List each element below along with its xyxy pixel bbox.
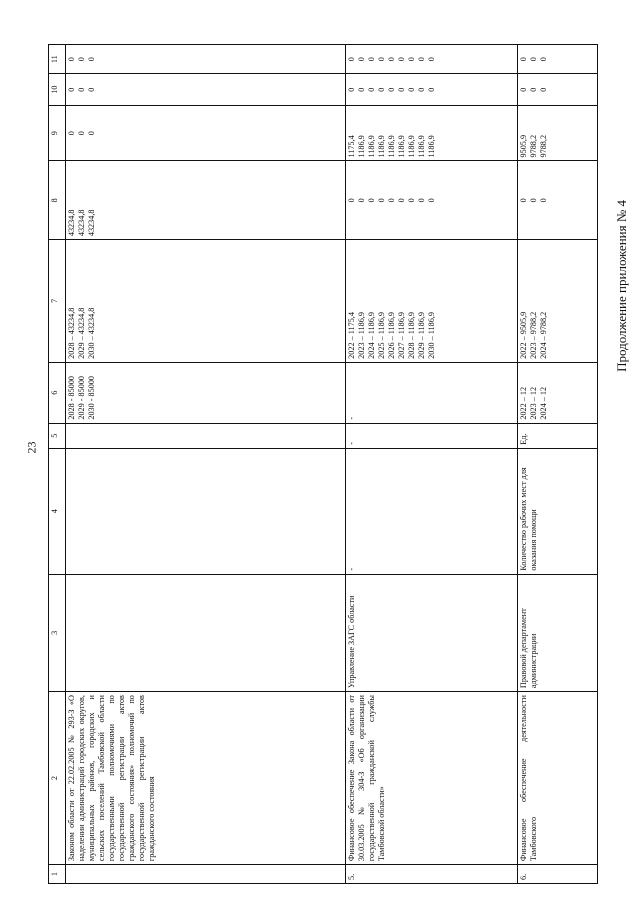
value-line: 0 (539, 57, 548, 62)
value-line: 0 (367, 87, 376, 92)
value-line: 1186,9 (367, 135, 376, 158)
cell-target-values (66, 362, 346, 423)
value-line: 0 (357, 198, 366, 203)
cell-description: Финансовое обеспечение деятельности Тамбовского (518, 692, 598, 865)
value-line: 0 (67, 57, 76, 62)
value-line: 0 (377, 87, 386, 92)
cell-description: Финансовое обеспечение Закона области от 30.03.2005 № 304-З «Об организации государственной гражданской службы Тамбовской области» (346, 692, 518, 865)
value-line: 0 (67, 131, 76, 136)
value-line: 1186,9 (357, 135, 366, 158)
value-line: 9788,2 (539, 134, 548, 158)
value-line: 43234,8 (87, 209, 96, 237)
value-line: 1186,9 (407, 135, 416, 158)
value-line: 0 (77, 87, 86, 92)
value-line: 2022 – 9505,9 (519, 311, 528, 359)
value-line: 2022 – 1175,4 (347, 312, 356, 359)
value-line: 2026 – 1186,9 (387, 312, 396, 359)
cell-regional (518, 105, 598, 161)
value-line: 2030 – 43234,8 (87, 307, 96, 359)
cell-indicator: Количество рабочих мест для оказания помощи (518, 448, 598, 574)
value-line: 0 (397, 87, 406, 92)
cell-unit: - (346, 423, 518, 448)
value-line: 2030 - 85000 (87, 375, 96, 420)
value-line: 43234,8 (77, 209, 86, 237)
cell-executor: Правовой департамент администрации (518, 574, 598, 691)
cell-federal (66, 161, 346, 240)
value-line: 0 (539, 198, 548, 203)
appendix-caption: Продолжение приложения № 4 (614, 200, 629, 372)
value-line: 0 (87, 131, 96, 136)
cell-local (346, 74, 518, 105)
value-line: 43234,8 (67, 209, 76, 237)
value-line: 1186,9 (417, 135, 426, 158)
value-line: 2024 – 12 (539, 386, 548, 420)
value-line: 1175,4 (347, 135, 356, 158)
value-line: 0 (519, 57, 528, 62)
cell-federal (518, 161, 598, 240)
cell-unit (66, 423, 346, 448)
row-5 (346, 45, 518, 884)
value-line: 2028 – 1186,9 (407, 312, 416, 359)
cell-other (66, 45, 346, 74)
header-cell: 6 (49, 362, 66, 423)
cell-other (518, 45, 598, 74)
value-line: 0 (377, 57, 386, 62)
cell-executor (66, 574, 346, 691)
value-line: 0 (519, 198, 528, 203)
cell-regional (66, 105, 346, 161)
value-line: 9505,9 (519, 134, 528, 158)
value-line: 0 (427, 57, 436, 62)
cell-executor (346, 574, 518, 691)
value-line: 0 (87, 87, 96, 92)
cell-target-values: - (346, 362, 518, 423)
cell-regional (346, 105, 518, 161)
value-line: 2024 – 1186,9 (367, 312, 376, 359)
value-line: 0 (529, 57, 538, 62)
program-table (48, 44, 598, 884)
value-line: 0 (427, 87, 436, 92)
value-line: 0 (417, 198, 426, 203)
header-cell: 4 (49, 448, 66, 574)
cell-unit: Ед. (518, 423, 598, 448)
value-line: 2028 – 43234,8 (67, 307, 76, 359)
continued-row (66, 45, 346, 884)
header-cell: 5 (49, 423, 66, 448)
header-cell: 9 (49, 105, 66, 161)
header-cell: 11 (49, 45, 66, 74)
value-line: 2023 – 1186,9 (357, 312, 366, 359)
value-line: 2022 – 12 (519, 386, 528, 420)
value-line: 0 (377, 198, 386, 203)
rotated-table-wrapper (48, 44, 608, 884)
value-line: 2023 – 9788,2 (529, 311, 538, 359)
cell-number: 6. (518, 865, 598, 884)
value-line: 0 (77, 57, 86, 62)
value-line: 0 (387, 57, 396, 62)
header-cell: 1 (49, 865, 66, 884)
value-line: 0 (519, 87, 528, 92)
row-6 (518, 45, 598, 884)
cell-federal (346, 161, 518, 240)
value-line: 0 (67, 87, 76, 92)
value-line: 1186,9 (427, 135, 436, 158)
cell-target-values (518, 362, 598, 423)
value-line: 2029 – 1186,9 (417, 312, 426, 359)
header-cell: 3 (49, 574, 66, 691)
value-line: 0 (427, 198, 436, 203)
cell-funding-total (346, 240, 518, 363)
header-row (49, 45, 66, 884)
cell-funding-total (66, 240, 346, 363)
cell-number (66, 865, 346, 884)
value-line: 0 (417, 57, 426, 62)
cell-description: Законом области от 22.02.2005 № 293-З «О наделении администраций городских округов, муниципальных районов, городских и сельских поселений Тамбовской области государственными полномочиями по государственной регистрации актов гражданского состояния» полномочий по государственной регистрации актов гражданского состояния (66, 692, 346, 865)
value-line: 0 (407, 57, 416, 62)
value-line: 2029 - 85000 (77, 375, 86, 420)
value-line: 0 (387, 198, 396, 203)
value-line: 2029 – 43234,8 (77, 307, 86, 359)
value-line: 0 (387, 87, 396, 92)
executor-text: Управление ЗАГС области (347, 595, 356, 689)
value-line: 9788,2 (529, 134, 538, 158)
value-line: 0 (529, 87, 538, 92)
value-line: 0 (397, 57, 406, 62)
value-line: 1186,9 (397, 135, 406, 158)
value-line: 0 (529, 198, 538, 203)
value-line: 0 (347, 57, 356, 62)
value-line: 2023 – 12 (529, 386, 538, 420)
cell-local (518, 74, 598, 105)
value-line: 2028 - 85000 (67, 375, 76, 420)
value-line: 2030 – 1186,9 (427, 312, 436, 359)
header-cell: 10 (49, 74, 66, 105)
value-line: 0 (357, 87, 366, 92)
value-line: 0 (367, 198, 376, 203)
value-line: 2024 – 9788,2 (539, 311, 548, 359)
value-line: 0 (407, 87, 416, 92)
cell-funding-total (518, 240, 598, 363)
value-line: 2025 – 1186,9 (377, 312, 386, 359)
cell-indicator: - (346, 448, 518, 574)
value-line: 0 (77, 131, 86, 136)
header-cell: 7 (49, 240, 66, 363)
value-line: 0 (347, 87, 356, 92)
header-cell: 8 (49, 161, 66, 240)
cell-other (346, 45, 518, 74)
value-line: 0 (397, 198, 406, 203)
value-line: 0 (87, 57, 96, 62)
page-number: 23 (24, 441, 39, 454)
value-line: 0 (347, 198, 356, 203)
value-line: 0 (417, 87, 426, 92)
cell-number: 5. (346, 865, 518, 884)
value-line: 0 (407, 198, 416, 203)
value-line: 0 (357, 57, 366, 62)
cell-local (66, 74, 346, 105)
value-line: 1186,9 (377, 135, 386, 158)
value-line: 1186,9 (387, 135, 396, 158)
cell-indicator (66, 448, 346, 574)
value-line: 0 (367, 57, 376, 62)
header-cell: 2 (49, 692, 66, 865)
value-line: 0 (539, 87, 548, 92)
value-line: 2027 – 1186,9 (397, 312, 406, 359)
